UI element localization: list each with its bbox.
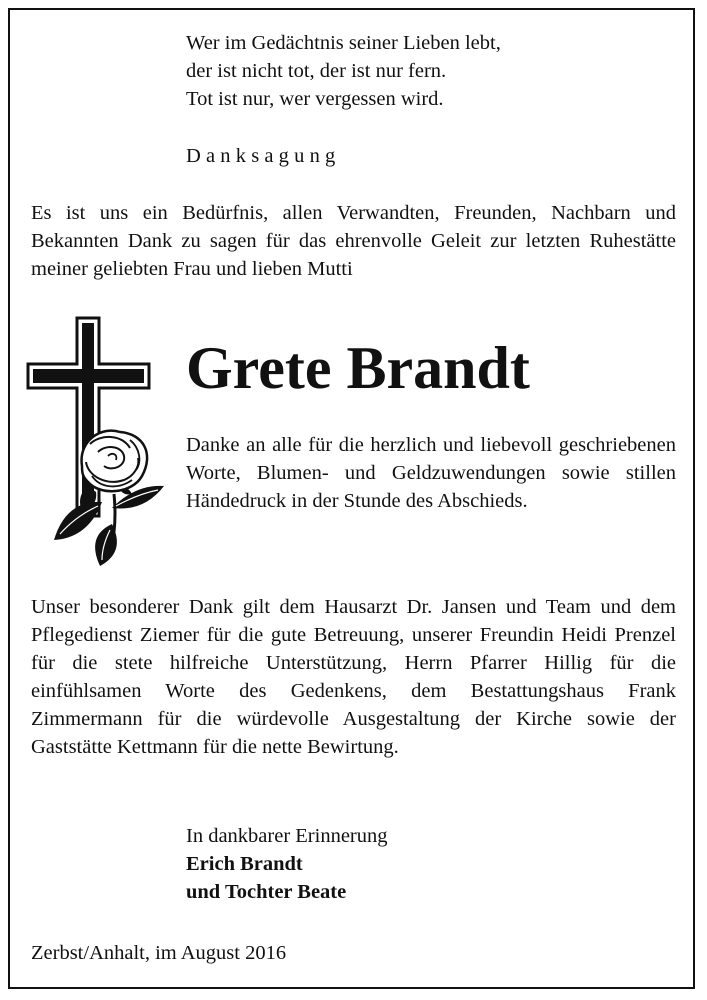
closing-block — [186, 822, 388, 906]
closing-line: In dankbarer Erinnerung — [186, 825, 388, 847]
deceased-name: Grete Brandt — [186, 335, 530, 401]
place-and-date: Zerbst/Anhalt, im August 2016 — [31, 942, 287, 964]
notice-heading: Danksagung — [186, 145, 341, 167]
rose-icon — [54, 431, 164, 566]
motto-line: der ist nicht tot, der ist nur fern. — [186, 60, 447, 82]
motto-verse — [186, 29, 501, 113]
motto-line: Tot ist nur, wer vergessen wird. — [186, 88, 444, 110]
thanks-paragraph: Danke an alle für die herzlich und liebevoll geschriebenen Worte, Blumen- und Geldzuwendungen sowie stillen Händedruck in der Stunde des Abschieds. — [186, 433, 676, 512]
cross-and-rose-emblem — [26, 316, 172, 568]
signer-name: Erich Brandt — [186, 853, 303, 875]
special-thanks-paragraph: Unser besonderer Dank gilt dem Hausarzt Dr. Jansen und Team und dem Pflegedienst Ziemer für die gute Betreuung, unserer Freundin Heidi Prenzel für die stete hilfreiche Unterstützung, Herrn Pfarrer Hillig für die einfühlsamen Worte des Gedenkens, dem Bestattungshaus Frank Zimmermann für die würdevolle Ausgestaltung der Kirche sowie der Gaststätte Kettmann für die nette Bewirtung. — [31, 596, 676, 758]
signer-family: und Tochter Beate — [186, 881, 347, 903]
motto-line: Wer im Gedächtnis seiner Lieben lebt, — [186, 32, 501, 54]
intro-paragraph: Es ist uns ein Bedürfnis, allen Verwandten, Freunden, Nachbarn und Bekannten Dank zu sagen für das ehrenvolle Geleit zur letzten Ruhestätte meiner geliebten Frau und lieben Mutti — [31, 202, 676, 280]
